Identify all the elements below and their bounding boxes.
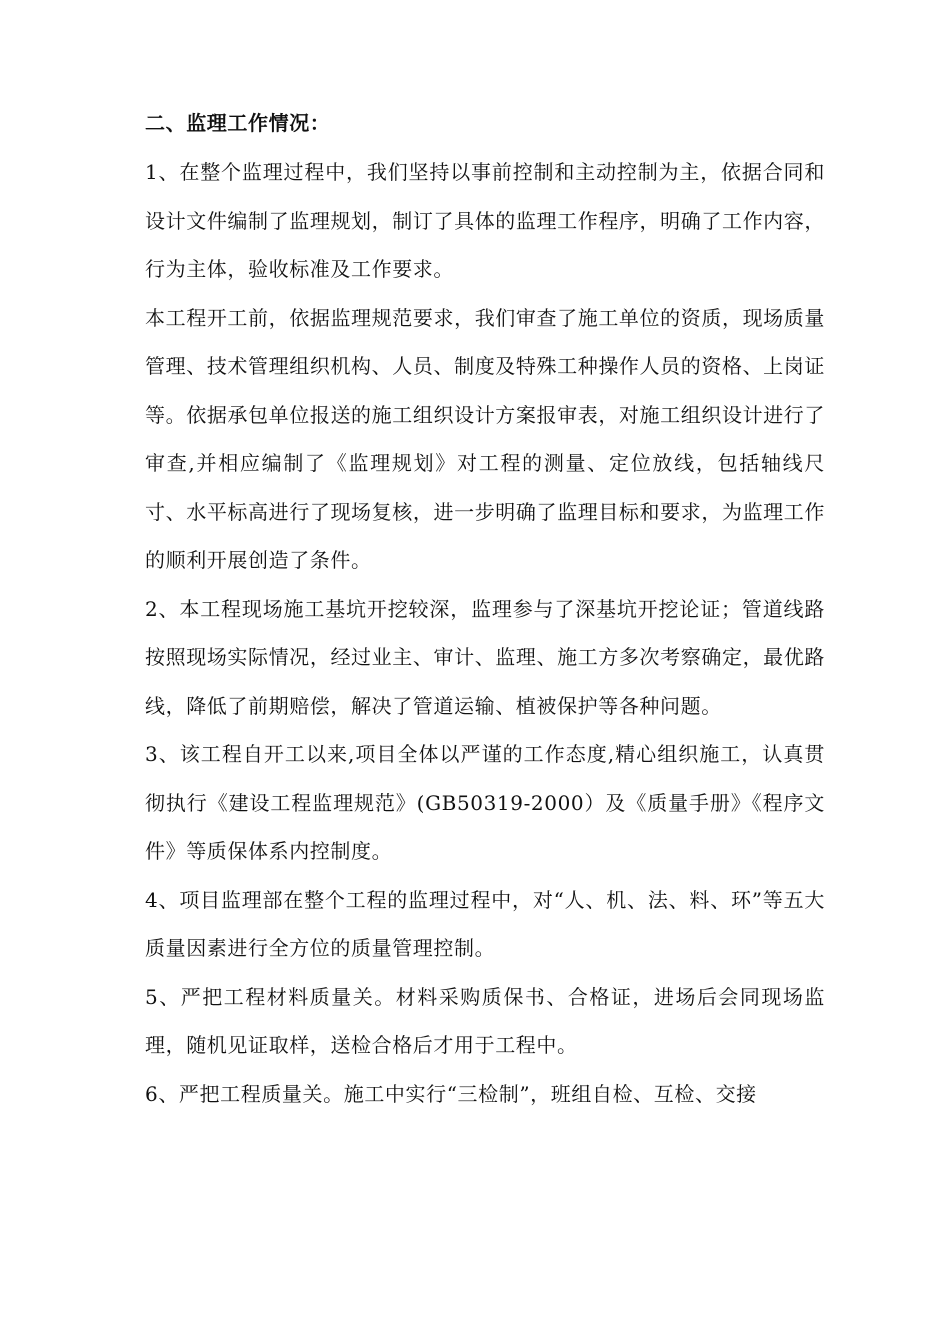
paragraph-5: 4、项目监理部在整个工程的监理过程中，对“人、机、法、料、环”等五大质量因素进行全方位的质量管理控制。	[145, 887, 825, 960]
paragraph-7: 6、严把工程质量关。施工中实行“三检制”，班组自检、互检、交接	[145, 1081, 757, 1106]
paragraph-1: 1、在整个监理过程中，我们坚持以事前控制和主动控制为主，依据合同和设计文件编制了监理规划，制订了具体的监理工作程序，明确了工作内容，行为主体，验收标准及工作要求。	[145, 160, 825, 281]
paragraph-6: 5、严把工程材料质量关。材料采购质保书、合格证，进场后会同现场监理，随机见证取样，送检合格后才用于工程中。	[145, 984, 825, 1057]
section-heading: 二、监理工作情况：	[145, 111, 331, 135]
paragraph-2: 本工程开工前，依据监理规范要求，我们审查了施工单位的资质，现场质量管理、技术管理组织机构、人员、制度及特殊工种操作人员的资格、上岗证等。依据承包单位报送的施工组织设计方案报审表，对施工组织设计进行了审查,并相应编制了《监理规划》对工程的测量、定位放线，包括轴线尺寸、水平标高进行了现场复核，进一步明确了监理目标和要求，为监理工作的顺利开展创造了条件。	[145, 305, 825, 572]
document-body	[145, 98, 825, 1118]
paragraph-4: 3、该工程自开工以来,项目全体以严谨的工作态度,精心组织施工，认真贯彻执行《建设工程监理规范》(GB50319-2000）及《质量手册》《程序文件》等质保体系内控制度。	[145, 742, 825, 863]
paragraph-3: 2、本工程现场施工基坑开挖较深，监理参与了深基坑开挖论证；管道线路按照现场实际情况，经过业主、审计、监理、施工方多次考察确定，最优路线，降低了前期赔偿，解决了管道运输、植被保护等各种问题。	[145, 596, 825, 718]
